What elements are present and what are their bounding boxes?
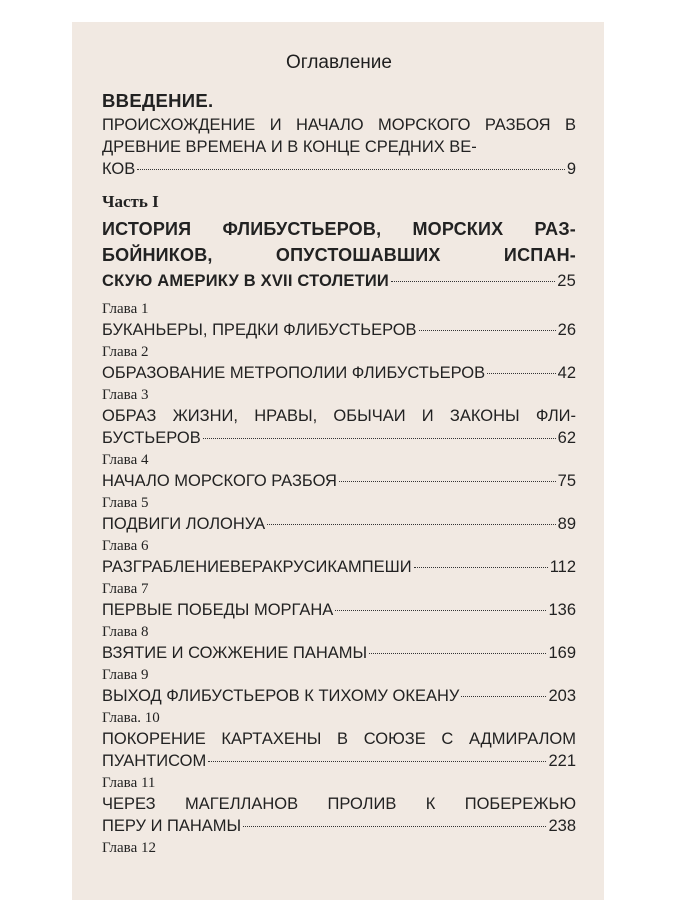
chapter-title-end: ВЗЯТИЕ И СОЖЖЕНИЕ ПАНАМЫ <box>102 644 368 662</box>
chapter-page-number: 238 <box>548 817 576 835</box>
leader-dots <box>208 761 546 762</box>
chapter-line <box>102 815 576 837</box>
toc-title: Оглавление <box>286 52 392 73</box>
chapter-entry <box>102 300 576 341</box>
part-title: ИСТОРИЯ ФЛИБУСТЬЕРОВ, МОРСКИХ РАЗ- БОЙНИКОВ, ОПУСТОШАВШИХ ИСПАН- <box>102 219 576 265</box>
leader-dots <box>137 169 565 170</box>
intro-heading: ВВЕДЕНИЕ. <box>102 90 214 111</box>
chapter-line <box>102 362 576 384</box>
part-label: Часть I <box>102 192 159 211</box>
chapter-page-number: 75 <box>557 472 576 490</box>
chapter-label: Глава 9 <box>102 667 149 683</box>
chapter-title-end: ПУАНТИСОМ <box>102 752 207 770</box>
chapter-title-end: ПЕРУ И ПАНАМЫ <box>102 817 242 835</box>
chapter-entry <box>102 451 576 492</box>
chapter-title-end: БУСТЬЕРОВ <box>102 429 201 447</box>
chapter-label: Глава 11 <box>102 775 156 791</box>
intro-entry <box>102 90 576 180</box>
chapter-page-number: 221 <box>548 752 576 770</box>
chapter-line <box>102 750 576 772</box>
chapter-title: ЧЕРЕЗ МАГЕЛЛАНОВ ПРОЛИВ К ПОБЕРЕЖЬЮ <box>102 795 576 813</box>
chapter-label: Глава 8 <box>102 624 149 640</box>
chapter-page-number: 203 <box>548 687 576 705</box>
leader-dots <box>243 826 546 827</box>
leader-dots <box>335 610 546 611</box>
chapter-entry <box>102 666 576 707</box>
chapter-title-end: ВЫХОД ФЛИБУСТЬЕРОВ К ТИХОМУ ОКЕАНУ <box>102 687 460 705</box>
chapter-label: Глава 7 <box>102 581 149 597</box>
chapter-label: Глава 12 <box>102 840 156 856</box>
leader-dots <box>267 524 555 525</box>
chapter-entry <box>102 839 576 858</box>
chapter-title-end: РАЗГРАБЛЕНИЕВЕРАКРУСИКАМПЕШИ <box>102 558 412 576</box>
chapter-line <box>102 319 576 341</box>
leader-dots <box>414 567 548 568</box>
table-of-contents <box>102 52 576 859</box>
intro-page-number: 9 <box>566 160 576 178</box>
chapter-line <box>102 470 576 492</box>
intro-text-end: КОВ <box>102 160 136 178</box>
chapter-title: ПОКОРЕНИЕ КАРТАХЕНЫ В СОЮЗЕ С АДМИРАЛОМ <box>102 730 576 748</box>
chapter-entry <box>102 386 576 449</box>
chapter-label: Глава 5 <box>102 495 149 511</box>
leader-dots <box>339 481 556 482</box>
chapter-page-number: 62 <box>557 429 576 447</box>
chapter-entry <box>102 343 576 384</box>
intro-line <box>102 158 576 180</box>
chapter-page-number: 169 <box>548 644 576 662</box>
leader-dots <box>487 373 555 374</box>
chapter-page-number: 42 <box>557 364 576 382</box>
chapter-title-end: ПЕРВЫЕ ПОБЕДЫ МОРГАНА <box>102 601 334 619</box>
chapter-title-end: БУКАНЬЕРЫ, ПРЕДКИ ФЛИБУСТЬЕРОВ <box>102 321 417 339</box>
chapter-label: Глава. 10 <box>102 710 160 726</box>
book-page <box>72 22 604 900</box>
chapter-list <box>102 300 576 858</box>
leader-dots <box>391 281 555 282</box>
chapter-title-end: НАЧАЛО МОРСКОГО РАЗБОЯ <box>102 472 337 490</box>
part-line <box>102 268 576 294</box>
leader-dots <box>461 696 546 697</box>
chapter-entry <box>102 623 576 664</box>
intro-text: ПРОИСХОЖДЕНИЕ И НАЧАЛО МОРСКОГО РАЗБОЯ В ДРЕВНИЕ ВРЕМЕНА И В КОНЦЕ СРЕДНИХ ВЕ- <box>102 116 576 156</box>
chapter-line <box>102 427 576 449</box>
chapter-entry <box>102 580 576 621</box>
chapter-page-number: 26 <box>557 321 576 339</box>
chapter-title: ОБРАЗ ЖИЗНИ, НРАВЫ, ОБЫЧАИ И ЗАКОНЫ ФЛИ- <box>102 407 576 425</box>
chapter-line <box>102 599 576 621</box>
chapter-label: Глава 3 <box>102 387 149 403</box>
chapter-entry <box>102 494 576 535</box>
chapter-line <box>102 685 576 707</box>
chapter-line <box>102 642 576 664</box>
chapter-entry <box>102 709 576 772</box>
chapter-label: Глава 2 <box>102 344 149 360</box>
chapter-label: Глава 4 <box>102 452 149 468</box>
chapter-entry <box>102 537 576 578</box>
chapter-page-number: 112 <box>549 558 576 576</box>
chapter-line <box>102 513 576 535</box>
chapter-page-number: 89 <box>557 515 576 533</box>
chapter-page-number: 136 <box>548 601 576 619</box>
chapter-line <box>102 556 576 578</box>
chapter-title-end: ПОДВИГИ ЛОЛОНУА <box>102 515 266 533</box>
leader-dots <box>203 438 556 439</box>
part-page-number: 25 <box>557 272 576 290</box>
leader-dots <box>419 330 556 331</box>
chapter-label: Глава 6 <box>102 538 149 554</box>
chapter-entry <box>102 774 576 837</box>
part-title-end: СКУЮ АМЕРИКУ В XVII СТОЛЕТИИ <box>102 272 389 290</box>
leader-dots <box>369 653 546 654</box>
chapter-title-end: ОБРАЗОВАНИЕ МЕТРОПОЛИИ ФЛИБУСТЬЕРОВ <box>102 364 486 382</box>
part-entry <box>102 192 576 294</box>
chapter-label: Глава 1 <box>102 301 149 317</box>
